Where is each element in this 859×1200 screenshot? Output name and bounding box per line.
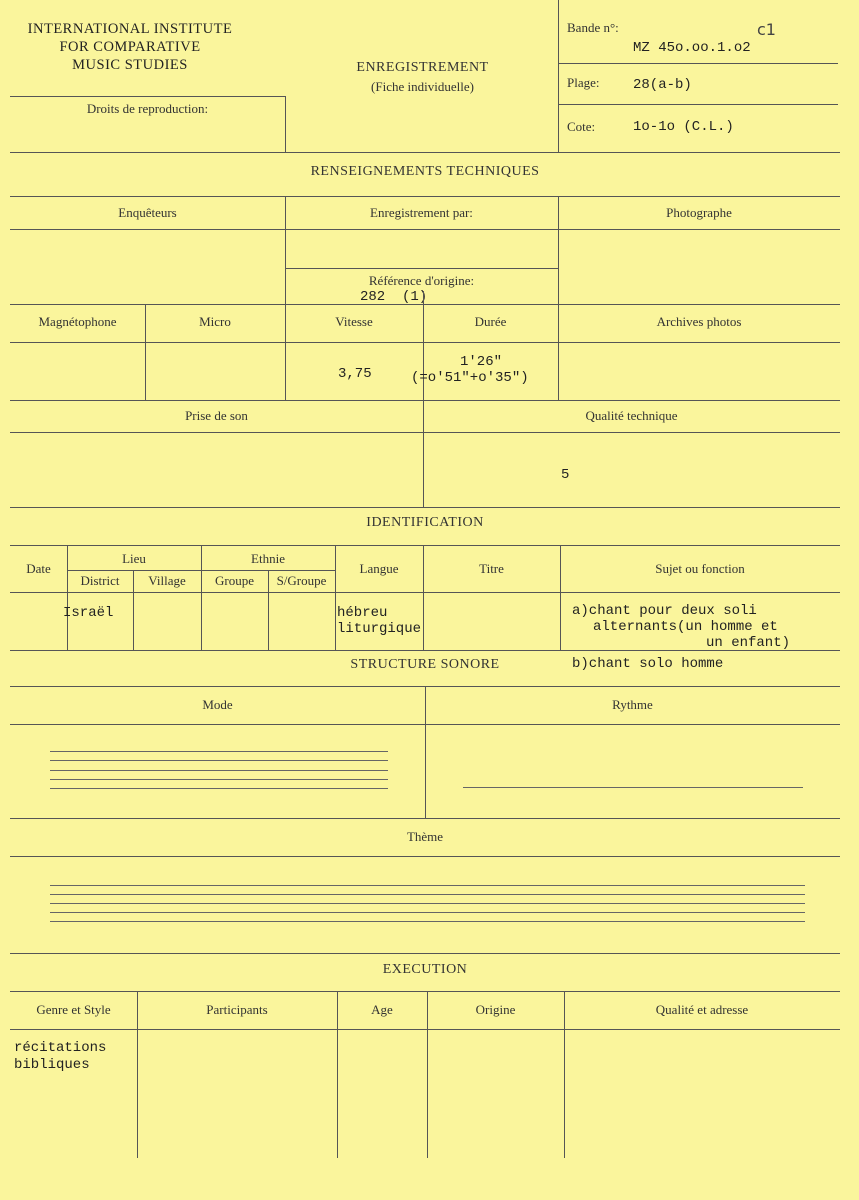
reference-origine-label: Référence d'origine:	[368, 273, 475, 288]
form-title: ENREGISTREMENT	[356, 60, 489, 75]
langue-value-line-1: hébreu	[337, 605, 388, 621]
qualite-technique-value: 5	[561, 467, 570, 483]
structure-section-title: STRUCTURE SONORE	[350, 657, 500, 672]
institute-line-1: INTERNATIONAL INSTITUTE	[27, 21, 233, 37]
duree-value-line-1: 1'26"	[460, 354, 503, 370]
institute-name	[0, 20, 260, 74]
bande-label: Bande n°:	[567, 20, 619, 35]
mode-label: Mode	[202, 697, 233, 712]
sgroupe-label: S/Groupe	[276, 573, 327, 588]
institute-line-2: FOR COMPARATIVE	[59, 39, 201, 55]
sujet-a-line-2: alternants(un homme et	[593, 619, 778, 635]
lieu-label: Lieu	[122, 551, 146, 566]
enqueteurs-label: Enquêteurs	[118, 205, 177, 220]
cote-value: 1o-1o (C.L.)	[633, 119, 734, 135]
groupe-label: Groupe	[215, 573, 254, 588]
sujet-a-line-1: a)chant pour deux soli	[572, 603, 757, 619]
district-value: Israël	[63, 605, 114, 621]
participants-label: Participants	[206, 1002, 268, 1017]
titre-label: Titre	[479, 561, 504, 576]
micro-label: Micro	[199, 314, 231, 329]
age-label: Age	[371, 1002, 393, 1017]
genre-value-line-2: bibliques	[14, 1057, 90, 1073]
droits-label: Droits de reproduction:	[86, 101, 209, 116]
magnetophone-label: Magnétophone	[38, 314, 117, 329]
origine-label: Origine	[475, 1002, 516, 1017]
qualite-technique-label: Qualité technique	[585, 408, 678, 423]
sujet-a-line-3: un enfant)	[706, 635, 791, 651]
bande-mark: c1	[757, 20, 776, 39]
duree-label: Durée	[474, 314, 507, 329]
duree-value-line-2: (=o'51"+o'35")	[411, 370, 529, 386]
plage-value: 28(a-b)	[633, 77, 692, 93]
identification-section-title: IDENTIFICATION	[366, 515, 484, 530]
qualite-adresse-label: Qualité et adresse	[655, 1002, 749, 1017]
vitesse-label: Vitesse	[335, 314, 373, 329]
ethnie-label: Ethnie	[251, 551, 285, 566]
bande-value: MZ 45o.oo.1.o2	[633, 40, 751, 56]
plage-label: Plage:	[567, 75, 600, 90]
theme-label: Thème	[406, 829, 444, 844]
photographe-label: Photographe	[666, 205, 732, 220]
institute-line-3: MUSIC STUDIES	[72, 57, 188, 73]
form-subtitle: (Fiche individuelle)	[371, 79, 474, 94]
sujet-fonction-label: Sujet ou fonction	[655, 561, 745, 576]
execution-section-title: EXECUTION	[382, 962, 468, 977]
reference-origine-value: 282 (1)	[360, 289, 428, 305]
genre-value-line-1: récitations	[14, 1040, 107, 1056]
archives-photos-label: Archives photos	[656, 314, 742, 329]
date-label: Date	[26, 561, 51, 576]
vitesse-value: 3,75	[338, 366, 372, 382]
cote-label: Cote:	[567, 119, 596, 134]
langue-value-line-2: liturgique	[337, 621, 422, 637]
rythme-line	[463, 787, 803, 788]
langue-label: Langue	[359, 561, 399, 576]
enregistrement-par-label: Enregistrement par:	[370, 205, 473, 220]
sujet-b-line: b)chant solo homme	[572, 656, 724, 672]
genre-style-label: Genre et Style	[36, 1002, 111, 1017]
village-label: Village	[148, 573, 186, 588]
district-label: District	[80, 573, 120, 588]
rythme-label: Rythme	[612, 697, 653, 712]
technique-section-title: RENSEIGNEMENTS TECHNIQUES	[310, 164, 540, 179]
prise-de-son-label: Prise de son	[185, 408, 248, 423]
